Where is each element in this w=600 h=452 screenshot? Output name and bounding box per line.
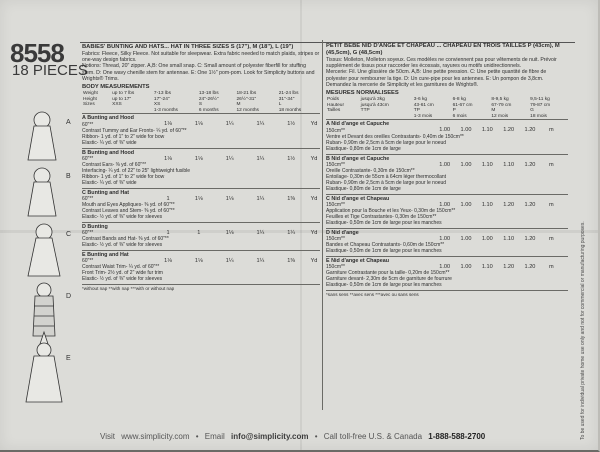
yardage-value: 1.00 xyxy=(460,236,472,242)
email-link[interactable]: info@simplicity.com xyxy=(231,432,309,441)
cell: P xyxy=(452,108,456,114)
section-title: D Nid d'ange xyxy=(326,230,359,236)
section-line: Elastique- 0,50m de 1cm de large pour les manches xyxy=(326,282,442,289)
garment-figures xyxy=(20,110,82,410)
unit-label: Yd xyxy=(310,230,318,236)
yardage-value: 1¼ xyxy=(256,195,265,202)
yardage-value: 1.20 xyxy=(503,127,515,134)
yardage-value: m xyxy=(548,161,554,168)
yardage-value: 1.00 xyxy=(439,236,451,242)
yardage-section xyxy=(82,250,320,284)
cell: 31"-34" xyxy=(278,96,295,102)
tissus-text: Tissus: Molleton, Molleton soyeux. Ces modèles ne conviennent pas pour vêtements de nuit. Prévoir supplément de tissus pour raccorder les écossais, rayures ou motifs unidirectionnels. xyxy=(326,57,557,70)
cell: 24"-26½" xyxy=(198,96,219,102)
section-line: Ruban- 0,90m de 2,5cm à 5cm de large pour le noeud xyxy=(326,139,447,146)
yardage-value: 1¼ xyxy=(256,121,265,128)
cell: 79-87 cm xyxy=(530,102,551,108)
yardage-value: m xyxy=(548,236,554,242)
yardage-section xyxy=(326,228,568,256)
figure-c xyxy=(28,224,60,276)
call-label: Call toll-free U.S. & Canada xyxy=(323,432,423,441)
section-line: Ruban- 0,90m de 2,5cm à 5cm de large pour le noeud xyxy=(326,179,447,186)
section-line: Elastic- ½ yd. of ⅜" wide for sleeves xyxy=(82,276,163,283)
cell: 7-13 lbs xyxy=(153,91,171,97)
yardage-values xyxy=(434,236,562,242)
section-line: Feuilles et Tige Contrastantes- 0,30m de 150cm** xyxy=(326,214,437,220)
cell: Hauteur xyxy=(327,102,345,108)
usage-notice: To be used for individual private home use only and not for commercial or manufacturing purposes. xyxy=(580,221,586,440)
yardage-values xyxy=(434,202,562,208)
notions-text: Notions: Thread, 20" zipper. A,B: One small snap. C: Small amount of polyester fiberfill for stuffing stem. D: One wavy chenille stem for antennae. E: One 1½" pom-pom. Look for Simplicity buttons and Wrights® Trims. xyxy=(82,63,315,82)
yardage-value: 1 xyxy=(166,195,170,202)
section-line: Elastique- 0,50m de 1cm de large pour les manches xyxy=(326,248,442,255)
yardage-value: 1.20 xyxy=(524,264,536,271)
yardage-value: 1⅛ xyxy=(225,195,234,202)
cell: 12 months xyxy=(236,107,259,113)
section-line: 150cm** xyxy=(326,236,345,243)
section-line: Application pour la Bouche et les Yeux- 0,30m de 150cm** xyxy=(326,208,456,214)
english-title: BABIES' BUNTING AND HATS... HAT IN THREE SIZES S (17"), M (18"), L (19") xyxy=(82,44,294,50)
yardage-value: 1⅛ xyxy=(164,258,172,265)
yardage-value: 1⅛ xyxy=(194,258,203,265)
yardage-section xyxy=(326,119,568,153)
section-line: Ribbon- 1 yd. of 1" to 2" wide for bow xyxy=(82,173,165,180)
cell: G xyxy=(530,108,534,114)
section-line: 60"** xyxy=(82,155,94,162)
section-line: Contrast Tummy and Ear Fronts- ¼ yd. of 60"** xyxy=(82,127,187,134)
mercerie-text: Mercerie: Fil. Une glissière de 50cm. A,B: Une petite pression. C: Une petite quantité de fibre de polyester pour rembourrer la tige. D: Un cure-pipe pour les antennes. E: Un pompon de 3,8cm. Demandez la mercerie de Simplicity et les garnitures de Wrights®. xyxy=(326,69,547,88)
cell: 1-3 months xyxy=(153,107,178,113)
section-line: Elastic- ¼ yd. of ⅜" wide xyxy=(82,179,137,186)
section-line: Elastic- ½ yd. of ⅜" wide for sleeves xyxy=(82,242,163,249)
section-line: 150cm** xyxy=(326,127,345,134)
cell: up to 7 lbs xyxy=(112,91,135,97)
cell: 13-18 lbs xyxy=(198,91,219,97)
cell: M xyxy=(236,102,241,108)
yardage-value: 1.00 xyxy=(439,264,451,271)
pattern-number: 8558 xyxy=(10,38,64,68)
yardage-value: 1⅛ xyxy=(164,121,172,128)
cell: TP xyxy=(413,108,420,114)
cell: up to 17" xyxy=(112,96,132,102)
yardage-section xyxy=(326,154,568,194)
yardage-value: 1.20 xyxy=(524,236,536,242)
yardage-value: 1¼ xyxy=(287,230,296,236)
yardage-value: m xyxy=(548,201,554,208)
section-line: Contrast Waist Trim- ¼ yd. of 60"** xyxy=(82,264,160,271)
unit-label: Yd xyxy=(310,155,318,162)
yardage-value: 1.20 xyxy=(524,127,536,134)
yardage-value: 1¼ xyxy=(225,121,234,128)
unit-label: Yd xyxy=(310,195,318,202)
section-title: B Bunting and Hood xyxy=(82,149,135,156)
cell: Height xyxy=(83,96,97,102)
cell: XS xyxy=(153,102,161,108)
section-line: Elastic- ½ yd. of ⅜" wide for sleeves xyxy=(82,214,163,220)
cell: 43-61 cm xyxy=(413,102,434,108)
yardage-value: 1¼ xyxy=(225,258,234,265)
yardage-value: 1.00 xyxy=(460,264,472,271)
yardage-value: 1.00 xyxy=(439,127,451,134)
cell: M xyxy=(491,108,496,114)
footer xyxy=(100,432,540,441)
figure-e xyxy=(26,332,62,402)
column-divider xyxy=(322,40,323,410)
piece-count: 18 PIECES xyxy=(12,62,88,79)
cell: L xyxy=(278,102,282,108)
section-line: 150cm** xyxy=(326,264,345,271)
section-title: D Bunting xyxy=(82,224,108,230)
unit-label: Yd xyxy=(310,258,318,265)
yardage-value: 1.00 xyxy=(460,127,472,134)
yardage-values xyxy=(154,196,320,202)
section-line: Ventre et Devant des oreilles Contrastants- 0,40m de 150cm** xyxy=(326,133,464,140)
section-line: Front Trim- 2½ yd. of 2" wide fur trim xyxy=(82,270,163,277)
table-row xyxy=(82,91,320,97)
cell: TTP xyxy=(360,108,370,114)
cell: 18 months xyxy=(278,107,302,113)
section-line: 150cm** xyxy=(326,161,345,168)
section-line: Garniture devant- 2,30m de 5cm de garniture de fourrure xyxy=(326,276,452,283)
figure-d xyxy=(33,283,55,336)
cell: Poids xyxy=(327,97,339,103)
section-line: Elastic- ¼ yd. of ⅜" wide xyxy=(82,139,137,146)
yardage-value: 1.00 xyxy=(439,201,451,208)
yardage-values xyxy=(434,264,562,270)
cell: 18-21 lbs xyxy=(236,91,257,97)
section-line: Elastique- 0,80m de 1cm de large xyxy=(326,145,401,152)
cell: XXS xyxy=(112,102,122,108)
body-measurements-heading: BODY MEASUREMENTS xyxy=(82,84,150,91)
cell: 61-67 cm xyxy=(452,102,473,108)
figure-label-d: D xyxy=(66,293,72,300)
yardage-value: 1⅛ xyxy=(194,195,203,202)
section-title: A Nid d'ange et Capuche xyxy=(326,121,390,128)
yardage-value: 1 xyxy=(197,230,201,236)
yardage-value: 1 xyxy=(166,230,170,236)
body-measurements-table xyxy=(82,91,320,113)
cell: 17"-24" xyxy=(153,96,170,102)
yardage-value: 1.20 xyxy=(503,201,515,208)
cell: S xyxy=(198,102,203,108)
yardage-value: m xyxy=(548,264,554,271)
section-line: Contrast Ears- ⅜ yd. of 60"** xyxy=(82,161,147,168)
section-line: 60"** xyxy=(82,121,94,128)
french-column xyxy=(326,43,568,298)
section-line: Contrast Leaves and Stem- ⅜ yd. of 60"** xyxy=(82,208,175,214)
cell: 3-6 kg xyxy=(413,97,428,103)
section-line: Interfacing- ¼ yd. of 22" to 25" lightweight fusible xyxy=(82,167,191,174)
section-line: Bandes et Chapeau Contrastants- 0,60m de 150cm** xyxy=(326,242,445,249)
french-title: PETIT BEBE NID D'ANGE ET CHAPEAU ... CHAPEAU EN TROIS TAILLES P (43cm), M (45,5cm), G (48,5cm) xyxy=(326,43,560,56)
cell: 8-9,5 kg xyxy=(491,97,509,103)
yardage-value: 1⅛ xyxy=(164,155,172,162)
english-footnote: *without nap **with nap ***with or without nap xyxy=(82,284,320,291)
yardage-value: 1⅜ xyxy=(287,195,296,202)
yardage-value: 1.00 xyxy=(460,201,472,208)
yardage-value: 1.20 xyxy=(524,201,536,208)
english-column xyxy=(82,44,320,292)
section-line: Mouth and Eyes Appliques- ⅜ yd. of 60"** xyxy=(82,202,175,208)
yardage-value: 1½ xyxy=(287,155,296,162)
yardage-value: 1.10 xyxy=(503,236,515,242)
email-label: Email xyxy=(204,432,225,441)
french-footnote: *sans sens **avec sens ***avec ou sans sens xyxy=(326,290,568,297)
yardage-section xyxy=(82,188,320,222)
figure-label-b: B xyxy=(66,173,71,180)
yardage-values xyxy=(434,127,562,133)
section-title: B Nid d'ange et Capuche xyxy=(326,155,390,162)
yardage-section xyxy=(82,222,320,250)
cell: 12 mois xyxy=(491,113,509,119)
yardage-value: 1¼ xyxy=(225,155,234,162)
yardage-value: 1⅛ xyxy=(225,230,234,236)
section-line: 60"** xyxy=(82,258,94,265)
yardage-values xyxy=(154,121,320,127)
section-line: 150cm** xyxy=(326,202,345,208)
yardage-value: 1⅛ xyxy=(194,155,203,162)
yardage-value: 1¼ xyxy=(256,258,265,265)
cell: 26½"-31" xyxy=(236,96,257,102)
figure-label-a: A xyxy=(66,119,71,126)
phone-number: 1-888-588-2700 xyxy=(428,432,486,441)
cell: 21-24 lbs xyxy=(278,91,299,97)
yardage-values xyxy=(154,230,320,236)
section-line: 60"** xyxy=(82,230,94,237)
visit-label: Visit xyxy=(100,432,115,441)
section-line: Entoilage- 0,30m de 55cm à 64cm léger thermocollant xyxy=(326,173,447,180)
cell: 1-3 mois xyxy=(413,113,433,119)
section-line: Oreille Contrastante- 0,30m de 150cm** xyxy=(326,167,415,174)
yardage-values xyxy=(434,162,562,168)
yardage-value: 1¼ xyxy=(256,230,265,236)
yardage-section xyxy=(82,113,320,147)
section-line: Elastique- 0,80m de 1cm de large xyxy=(326,185,401,192)
section-line: 60"** xyxy=(82,196,94,202)
yardage-value: 1.00 xyxy=(439,161,451,168)
section-line: Garniture Contrastante pour la taille- 0,20m de 150cm** xyxy=(326,270,450,277)
yardage-value: 1⅛ xyxy=(194,121,203,128)
cell: 18 mois xyxy=(530,113,547,119)
section-title: E Bunting and Hat xyxy=(82,252,129,259)
cell: Sizes xyxy=(83,102,95,108)
yardage-value: 1.00 xyxy=(460,161,472,168)
yardage-value: 1.00 xyxy=(481,236,493,242)
cell: 6 mois xyxy=(452,113,467,119)
website-link[interactable]: www.simplicity.com xyxy=(121,432,190,441)
section-line: Ribbon- 1 yd. of 1" to 2" wide for bow xyxy=(82,133,165,140)
section-title: C Nid d'ange et Chapeau xyxy=(326,195,390,202)
yardage-values xyxy=(154,156,320,162)
figure-label-c: C xyxy=(66,231,72,238)
mesures-heading: MESURES NORMALISEES xyxy=(326,90,399,97)
separator-dot: • xyxy=(195,432,199,441)
yardage-section xyxy=(82,148,320,188)
yardage-value: 1.10 xyxy=(481,161,493,168)
figure-a xyxy=(28,112,56,160)
cell: Weight xyxy=(83,91,98,97)
figure-label-e: E xyxy=(66,355,71,362)
section-line: Contrast Bands and Hat- ⅜ yd. of 60"** xyxy=(82,236,169,243)
unit-label: Yd xyxy=(310,121,318,128)
yardage-value: m xyxy=(548,127,554,134)
separator-dot: • xyxy=(314,432,318,441)
yardage-values xyxy=(154,258,320,264)
yardage-value: 1.10 xyxy=(481,264,493,271)
yardage-value: 1.20 xyxy=(503,264,515,271)
cell: 9,5-11 kg xyxy=(530,97,550,103)
yardage-value: 1⅜ xyxy=(287,258,296,265)
yardage-value: 1.10 xyxy=(503,161,515,168)
yardage-value: 1½ xyxy=(287,121,296,128)
yardage-value: 1¼ xyxy=(256,155,265,162)
section-title: A Bunting and Hood xyxy=(82,115,134,122)
cell: jusqu'à 3kg xyxy=(360,97,385,103)
cell: 6-8 kg xyxy=(452,97,466,103)
cell: 67-79 cm xyxy=(491,102,512,108)
section-title: C Bunting and Hat xyxy=(82,189,130,196)
cell: jusqu'à 43cm xyxy=(360,102,389,108)
yardage-section xyxy=(326,256,568,290)
yardage-value: 1.10 xyxy=(481,201,493,208)
section-line: Elastique- 0,50m de 1cm de large pour les manches xyxy=(326,220,442,226)
section-title: E Nid d'ange et Chapeau xyxy=(326,258,389,265)
figure-b xyxy=(28,168,56,216)
yardage-value: 1.20 xyxy=(524,161,536,168)
yardage-section xyxy=(326,194,568,228)
yardage-value: 1.10 xyxy=(481,127,493,134)
cell: Tailles xyxy=(327,108,341,114)
fabrics-text: Fabrics: Fleece, Silky Fleece. Not suitable for sleepwear. Extra fabric needed to match plaids, stripes or one-way design fabrics. xyxy=(82,51,320,64)
mesures-table xyxy=(326,97,568,119)
cell: 6 months xyxy=(198,107,219,113)
